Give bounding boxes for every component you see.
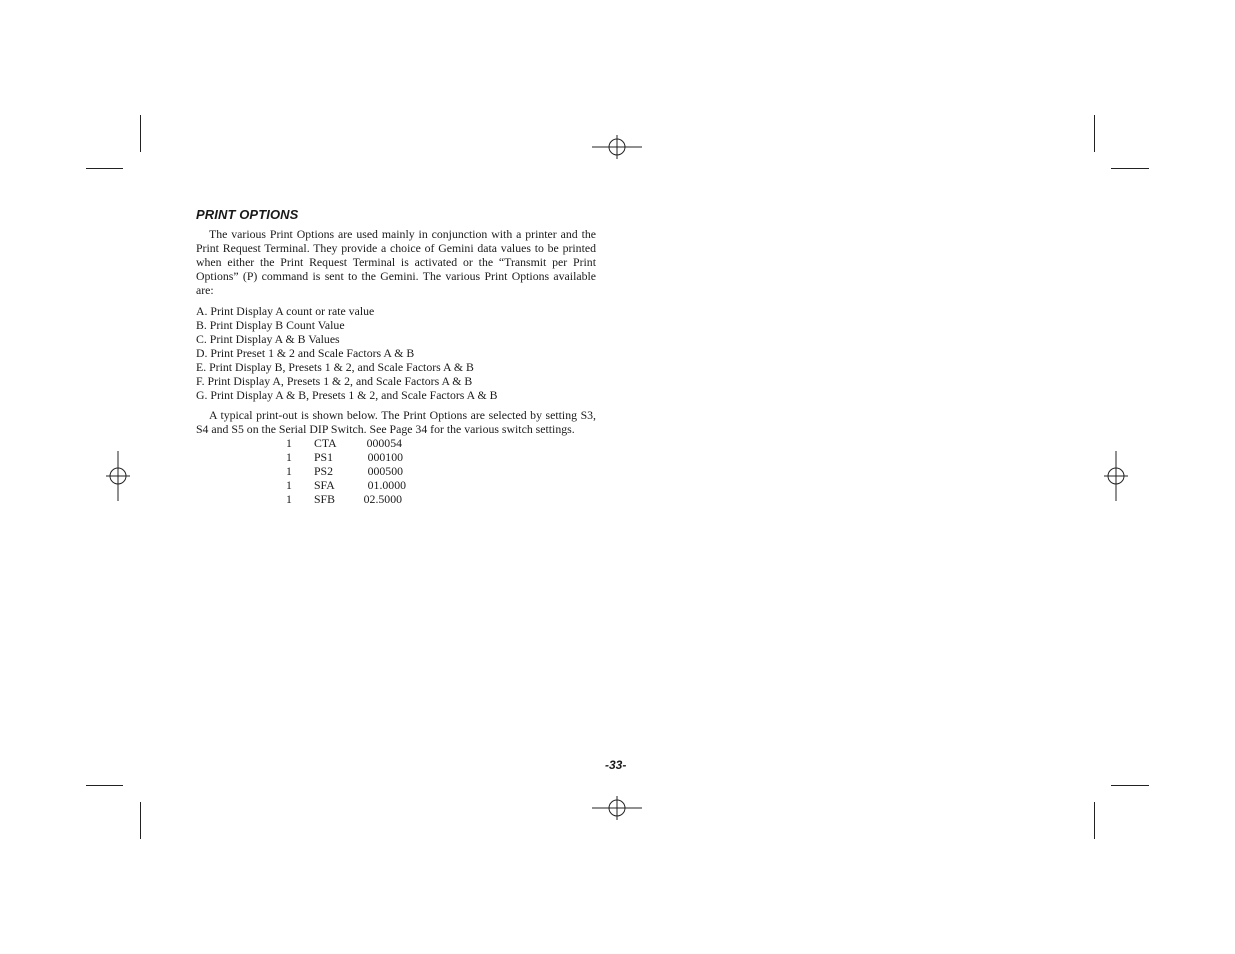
list-item: B. Print Display B Count Value [196, 318, 345, 332]
printout-unit: 1 [286, 464, 292, 478]
printout-value: 000054 [366, 436, 402, 450]
printout-label: CTA [314, 436, 337, 450]
crop-mark-bottom-right-vertical [1094, 802, 1095, 839]
printout-value: 01.0000 [367, 478, 406, 492]
printout-row [284, 478, 424, 492]
intro-paragraph [196, 227, 596, 297]
printout-row [284, 450, 424, 464]
section-heading: PRINT OPTIONS [196, 207, 299, 222]
registration-mark-left [93, 451, 143, 501]
registration-mark-top [592, 122, 642, 172]
list-item: C. Print Display A & B Values [196, 332, 340, 346]
printout-row [284, 492, 424, 506]
crop-mark-bottom-right-horizontal [1111, 785, 1149, 786]
list-item: A. Print Display A count or rate value [196, 304, 375, 318]
crop-mark-top-left-horizontal [86, 168, 123, 169]
printout-intro-text: A typical print-out is shown below. The Print Options are selected by setting S3, S4 and S5 on the Serial DIP Switch. See Page 34 for the various switch settings. [196, 408, 596, 436]
printout-unit: 1 [286, 450, 292, 464]
page-number: -33- [605, 758, 627, 772]
registration-mark-bottom [592, 783, 642, 833]
list-item: E. Print Display B, Presets 1 & 2, and Scale Factors A & B [196, 360, 474, 374]
printout-label: PS1 [314, 450, 334, 464]
printout-value: 02.5000 [363, 492, 402, 506]
list-item: G. Print Display A & B, Presets 1 & 2, and Scale Factors A & B [196, 388, 498, 402]
intro-text: The various Print Options are used mainly in conjunction with a printer and the Print Request Terminal. They provide a choice of Gemini data values to be printed when either the Print Request Terminal is activated or the “Transmit per Print Options” (P) command is sent to the Gemini. The various Print Options available are: [196, 227, 596, 297]
printout-label: SFA [314, 478, 335, 492]
crop-mark-bottom-left-horizontal [86, 785, 123, 786]
printout-row [284, 436, 424, 450]
list-item: D. Print Preset 1 & 2 and Scale Factors A & B [196, 346, 415, 360]
printout-value: 000100 [367, 450, 403, 464]
crop-mark-top-left-vertical [140, 115, 141, 152]
printout-intro-paragraph [196, 408, 596, 436]
printout-unit: 1 [286, 478, 292, 492]
crop-mark-top-right-vertical [1094, 115, 1095, 152]
crop-mark-top-right-horizontal [1111, 168, 1149, 169]
printout-unit: 1 [286, 436, 292, 450]
printout-label: SFB [314, 492, 335, 506]
printout-label: PS2 [314, 464, 334, 478]
printout-unit: 1 [286, 492, 292, 506]
print-options-list [196, 304, 497, 402]
sample-printout [284, 436, 424, 506]
list-item: F. Print Display A, Presets 1 & 2, and Scale Factors A & B [196, 374, 473, 388]
printout-row [284, 464, 424, 478]
registration-mark-right [1091, 451, 1141, 501]
crop-mark-bottom-left-vertical [140, 802, 141, 839]
printout-value: 000500 [367, 464, 403, 478]
